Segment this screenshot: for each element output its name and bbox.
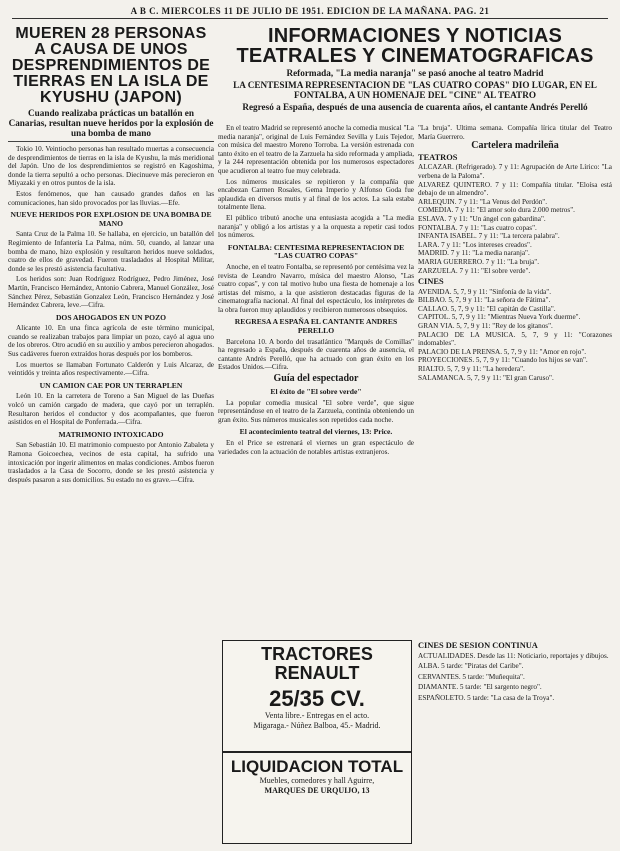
- ad-text: Venta libre.- Entregas en el acto.: [264, 711, 370, 720]
- ad-title: TRACTORES RENAULT: [261, 644, 373, 683]
- divider: [8, 141, 214, 142]
- column-theatre: [218, 124, 414, 634]
- section-heading: REGRESA A ESPAÑA EL CANTANTE ANDRES PERELLO: [234, 317, 398, 336]
- ad-text: Muebles, comedores y hall Aguirre,: [259, 776, 375, 785]
- article-paragraph: Santa Cruz de la Palma 10. Se hallaba, en ejercicio, un batallón del Regimiento de Infantería La Palma, núm. 50, cuando, al lanzar una bomba de mano, hizo explosión y resultaron heridos nueve soldados, cuatro de ellos de gravedad. Fueron trasladados al Hospital Militar, donde se les prestó asistencia facultativa.: [8, 230, 214, 273]
- section-sesion-continua: CINES DE SESION CONTINUA: [418, 641, 538, 650]
- listing-item: DIAMANTE. 5 tarde: "El sargento negro".: [418, 683, 542, 692]
- headline-landslides: MUEREN 28 PERSONAS A CAUSA DE UNOS DESPRENDIMIENTOS DE TIERRAS EN LA ISLA DE KYUSHU (JAPON): [11, 26, 211, 106]
- newspaper-page: [8, 6, 612, 845]
- listing-item: CERVANTES. 5 tarde: "Muñequita".: [418, 672, 525, 681]
- section-heading: NUEVE HERIDOS POR EXPLOSION DE UNA BOMBA DE MANO: [10, 210, 212, 228]
- listing-item: CAPITOL. 5, 7, 9 y 11: "Mientras Nueva York duerme".: [418, 313, 581, 322]
- article-paragraph: En el Price se estrenará el viernes un gran espectáculo de variedades con la actuación de notables artistas extranjeros.: [218, 439, 414, 456]
- listing-item: ALBA. 5 tarde: "Piratas del Caribe".: [418, 662, 524, 671]
- ad-liquidacion: [222, 752, 412, 844]
- section-teatros: TEATROS: [418, 152, 458, 162]
- column-accidents: [8, 26, 214, 845]
- article-paragraph: León 10. En la carretera de Toreno a San Miguel de las Dueñas volcó un camión cargado de madera, que cayó por un terraplén. Resultaron heridos el conductor y dos acompañantes, que fueron asistidos en el Hospital de Ponferrada.—Cifra.: [8, 392, 214, 427]
- article-paragraph: Anoche, en el teatro Fontalba, se representó por centésima vez la revista de Leandro Navarro, música del maestro Alonso, "Las cuatro copas", y con tal motivo hubo una fiesta de homenaje a los artistas del mismo, a la que asistieron destacadas figuras de la cinematografía nacional. Al final del espectáculo, los intérpretes de la obra fueron muy aplaudidos y recibieron numerosos obsequios.: [218, 262, 414, 314]
- article-paragraph: Alicante 10. En una finca agrícola de este término municipal, cuando se realizaban trabajos para limpiar un pozo, cayó al agua uno de los obreros. Otro acudió en su auxilio y ambos perecieron ahogados. Sus cadáveres fueron extraídos horas después por los bomberos.: [8, 324, 214, 359]
- listing-item: PROYECCIONES. 5, 7, 9 y 11: "Cuando los hijos se van".: [418, 356, 588, 365]
- deck-media-naranja: Reformada, "La media naranja" se pasó anoche al teatro Madrid: [286, 68, 544, 78]
- ad-title: LIQUIDACION TOTAL: [230, 757, 404, 776]
- article-paragraph: Tokio 10. Veintiocho personas han resultado muertas a consecuencia de desprendimientos de tierras en la isla de Kyushu, la más meridional del Japón. Uno de los desprendimientos se registró en Kagoshima, donde la tierra sepultó a ocho personas. Diecinueve más perecieron en Miyazaki y en otros puntos de la isla.: [8, 145, 214, 188]
- ad-tractores-renault: [222, 640, 412, 752]
- article-paragraph: Barcelona 10. A bordo del trasatlántico "Marqués de Comillas" ha regresado a España, después de cuarenta años de ausencia, el cantante Andrés Perelló, que ha actuado con gran éxito en los Estados Unidos.—Cifra.: [218, 337, 414, 372]
- listing-item: PALACIO DE LA MUSICA. 5, 7, 9 y 11: "Corazones indomables".: [418, 330, 612, 348]
- section-heading: El éxito de "El sobre verde": [270, 387, 362, 397]
- headline-bottom: TEATRALES Y CINEMATOGRAFICAS: [236, 45, 594, 67]
- listing-item: BILBAO. 5, 7, 9 y 11: "La señora de Fátima".: [418, 296, 551, 305]
- ad-model: 25/35 CV.: [269, 686, 365, 711]
- ad-text: MARQUES DE URQUIJO, 13: [264, 786, 370, 795]
- section-heading: UN CAMION CAE POR UN TERRAPLEN: [39, 380, 183, 390]
- listing-item: FONTALBA. 7 y 11: "Las cuatro copas".: [418, 223, 537, 232]
- listing-item: INFANTA ISABEL. 7 y 11: "La tercera palabra".: [418, 232, 560, 241]
- article-paragraph: San Sebastián 10. El matrimonio compuesto por Antonio Zabaleta y Ramona Goicoechea, vecinos de esta capital, ha sufrido una intoxicación por ingerir alimentos en malas condiciones. Ambos fueron trasladados a la Casa de Socorro, donde se les prestó asistencia y después pasaron a sus domicilios. Su estado no es grave.—Cifra.: [8, 441, 214, 484]
- deck-perello: Regresó a España, después de una ausencia de cuarenta años, el cantante Andrés Perelló: [242, 102, 588, 112]
- article-paragraph: El público tributó anoche una entusiasta acogida a "La media naranja" y obligó a los artistas y a la orquesta a repetir casi todos los números.: [218, 213, 414, 240]
- headline-top: INFORMACIONES Y NOTICIAS: [267, 25, 563, 47]
- article-paragraph: La popular comedia musical "El sobre verde", que sigue representándose en el teatro de la Zarzuela, continúa obteniendo un gran éxito. Sus números musicales son repetidos cada noche.: [218, 398, 414, 424]
- listing-item: ACTUALIDADES. Desde las 11: Noticiario, reportajes y dibujos.: [418, 651, 609, 660]
- article-paragraph: En el teatro Madrid se representó anoche la comedia musical "La media naranja", original de Luis Fernández Sevilla y Luis Tejedor, con música del maestro Moreno Torroba. La versión estrenada con tanto éxito en el teatro de la Zarzuela ha sido reformada y ampliada, y la 244 representación obtenida por los numerosos espectadores que acudieron al teatro fue muy celebrada.: [218, 124, 414, 175]
- section-heading: DOS AHOGADOS EN UN POZO: [55, 312, 167, 322]
- listings-title: Cartelera madrileña: [471, 140, 559, 152]
- deck-cuatro-copas: LA CENTESIMA REPRESENTACION DE "LAS CUATRO COPAS" DIO LUGAR, EN EL FONTALBA, A UN HOMENAJE DEL "CINE" AL TEATRO: [233, 80, 597, 100]
- ad-text: Migaraga.- Núñez Balboa, 45.- Madrid.: [253, 721, 381, 730]
- listing-item: SALAMANCA. 5, 7, 9 y 11: "El gran Caruso".: [418, 373, 554, 382]
- listing-item: ALCAZAR. (Refrigerado). 7 y 11: Agrupación de Arte Lírico: "La verbena de la Paloma".: [418, 163, 612, 180]
- subhead-grenade: Cuando realizaba prácticas un batallón en Canarias, resultan nueve heridos por la explosión de una bomba de mano: [8, 108, 214, 138]
- listing-item: ESPAÑOLETO. 5 tarde: "La casa de la Troya".: [418, 693, 555, 702]
- listing-item: GRAN VIA. 5, 7, 9 y 11: "Rey de los gitanos".: [418, 322, 553, 331]
- section-heading: FONTALBA: CENTESIMA REPRESENTACION DE "LAS CUATRO COPAS": [227, 242, 405, 261]
- listing-item: ESLAVA. 7 y 11: "Un ángel con gabardina".: [418, 214, 546, 223]
- listing-item: RIALTO. 5, 7, 9 y 11: "La heredera".: [418, 365, 525, 374]
- article-paragraph: Los muertos se llamaban Fortunato Calderón y Luis Alcaraz, de veintidós y treinta años respectivamente.—Cifra.: [8, 360, 214, 378]
- listing-item: AVENIDA. 5, 7, 9 y 11: "Sinfonía de la vida".: [418, 287, 552, 296]
- section-heading: MATRIMONIO INTOXICADO: [58, 429, 164, 439]
- column-listings-continued: [418, 640, 612, 840]
- listing-item: MARIA GUERRERO. 7 y 11: "La bruja".: [418, 257, 539, 266]
- article-paragraph: Los heridos son: Juan Rodríguez Rodríguez, Pedro Jiménez, José Martín, Francisco Hernández, Antonio Cabrera, Manuel González, José Sánchez Pérez, Sebastián Gonzalez León, Francisco Hernández y José Hernández Cabrera, leve.—Cifra.: [8, 275, 214, 310]
- section-heading-guide: Guía del espectador: [273, 373, 359, 385]
- listing-item: COMEDIA. 7 y 11: "El amor solo dura 2.000 metros".: [418, 206, 575, 215]
- listing-item: CALLAO. 5, 7, 9 y 11: "El capitán de Castilla".: [418, 304, 556, 313]
- article-paragraph: Estos fenómenos, que han causado grandes daños en las comunicaciones, han sido provocados por las lluvias.—Efe.: [8, 189, 214, 207]
- section-heading: El acontecimiento teatral del viernes, 13: Price.: [239, 427, 393, 437]
- listing-item: PALACIO DE LA PRENSA. 5, 7, 9 y 11: "Amor en rojo".: [418, 347, 587, 356]
- column-listings: [418, 124, 612, 634]
- running-head: A B C. MIERCOLES 11 DE JULIO DE 1951. EDICION DE LA MAÑANA. PAG. 21: [12, 6, 608, 19]
- theatre-headline-block: [218, 26, 612, 114]
- listing-item: ZARZUELA. 7 y 11: "El sobre verde".: [418, 266, 531, 275]
- listing-item: MADRID. 7 y 11: "La media naranja".: [418, 249, 530, 258]
- listing-item: ALVAREZ QUINTERO. 7 y 11: Compañía titular. "Eloísa está debajo de un almendro".: [418, 180, 612, 198]
- article-paragraph: Los números musicales se repitieron y la compañía que encabezan Carmen Rosales, Gema Imperio y Alfonso Goda fue aplaudida en diversos mutis y al final de los actos. La sala estaba totalmente llena.: [218, 177, 414, 212]
- section-cines: CINES: [418, 277, 444, 287]
- listing-item: LARA. 7 y 11: "Los intereses creados".: [418, 240, 532, 249]
- listing-item: ARLEQUIN. 7 y 11: "La Venus del Perdón".: [418, 197, 548, 206]
- listing-intro: "La bruja". Ultima semana. Compañía lírica titular del Teatro María Guerrero.: [418, 124, 612, 141]
